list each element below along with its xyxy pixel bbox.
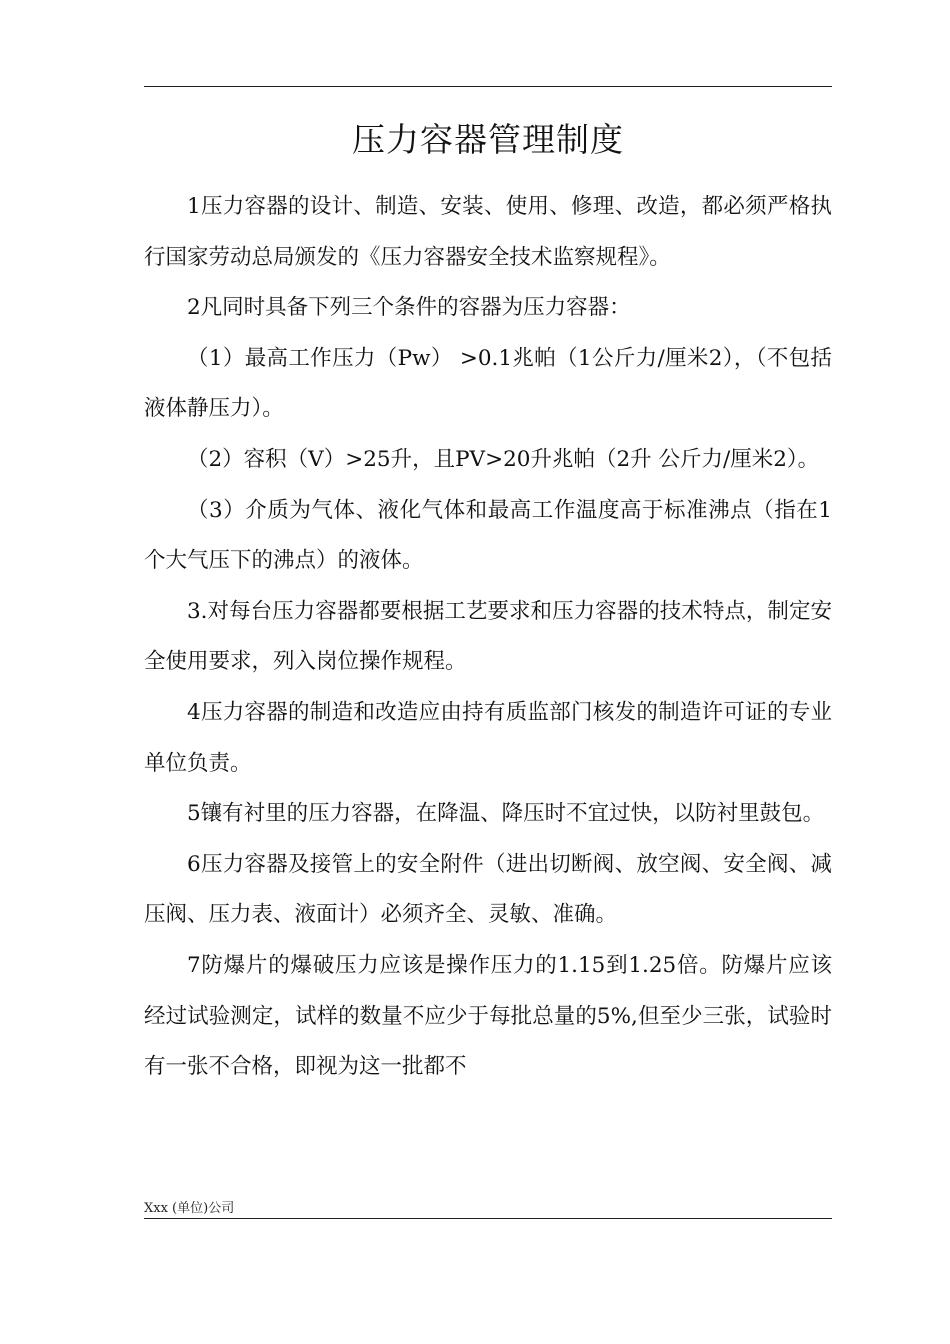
document-title: 压力容器管理制度	[352, 120, 624, 159]
paragraph-condition-3: （3）介质为气体、液化气体和最高工作温度高于标准沸点（指在1个大气压下的沸点）的液体。	[144, 497, 832, 574]
paragraph-7: 7防爆片的爆破压力应该是操作压力的1.15到1.25倍。防爆片应该经过试验测定，试样的数量不应少于每批总量的5%,但至少三张，试验时有一张不合格，即视为这一批都不	[144, 952, 832, 1080]
footer-company: Xxx (单位)公司	[144, 1201, 235, 1216]
paragraph-5: 5镶有衬里的压力容器，在降温、降压时不宜过快，以防衬里鼓包。	[187, 801, 825, 827]
paragraph-1: 1压力容器的设计、制造、安装、使用、修理、改造，都必须严格执行国家劳动总局颁发的《压力容器安全技术监察规程》。	[144, 194, 832, 270]
paragraph-condition-1: （1）最高工作压力（Pw） >0.1兆帕（1公斤力/厘米2），（不包括液体静压力）。	[144, 345, 832, 422]
footer-rule	[144, 1218, 832, 1219]
paragraph-4: 4压力容器的制造和改造应由持有质监部门核发的制造许可证的专业单位负责。	[144, 699, 832, 776]
header-rule	[144, 86, 832, 87]
paragraph-2: 2凡同时具备下列三个条件的容器为压力容器：	[187, 295, 631, 321]
paragraph-3: 3.对每台压力容器都要根据工艺要求和压力容器的技术特点，制定安全使用要求，列入岗位操作规程。	[144, 598, 832, 675]
paragraph-6: 6压力容器及接管上的安全附件（进出切断阀、放空阀、安全阀、减压阀、压力表、液面计）必须齐全、灵敏、准确。	[144, 851, 832, 928]
document-body	[144, 182, 832, 1093]
paragraph-condition-2: （2）容积（V）>25升，且PV>20升兆帕（2升 公斤力/厘米2）。	[187, 446, 820, 472]
